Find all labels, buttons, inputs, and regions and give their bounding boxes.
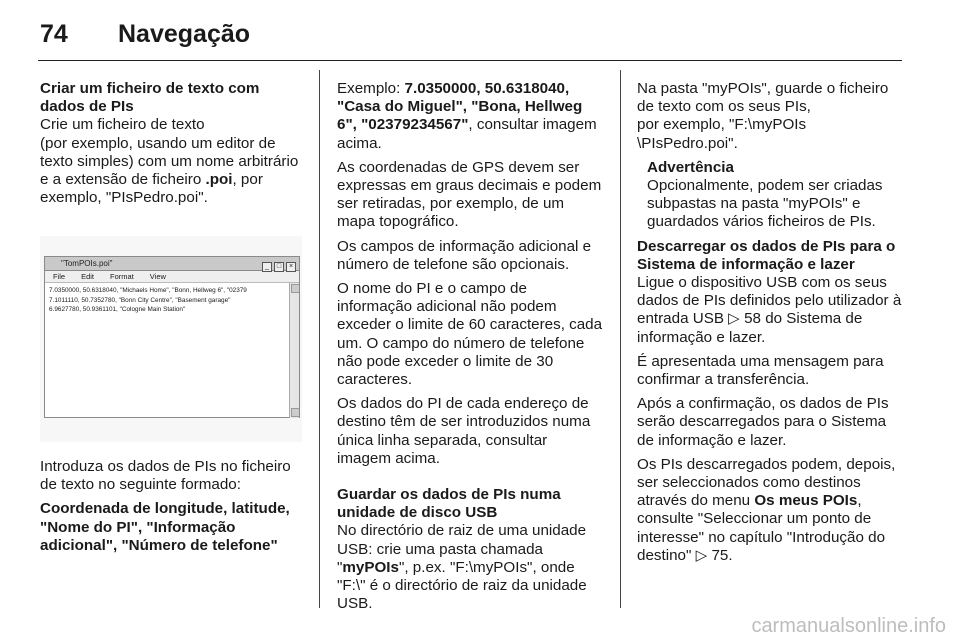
paragraph: O nome do PI e o campo de informação adicional não podem exceder o limite de 60 caracteres, cada um. O campo do número de telefone não pode exceder o limite de 30 caracteres. — [337, 280, 603, 389]
column-1-lower — [40, 458, 306, 555]
text: Exemplo: — [337, 80, 405, 97]
paragraph: Após a confirmação, os dados de PIs serão descarregados para o Sistema de informação e lazer. — [637, 395, 889, 449]
warning-note — [647, 159, 907, 232]
window-title-bar — [45, 257, 299, 271]
paragraph: As coordenadas de GPS devem ser expressas em graus decimais e podem ser retiradas, por exemplo, de um mapa topográfico. — [337, 158, 602, 231]
format-text: Coordenada de longitude, latitude, "Nome do PI", "Informação adicional", "Número de telefone" — [40, 500, 290, 554]
column-divider — [319, 70, 320, 608]
note-text: Opcionalmente, podem ser criadas subpastas na pasta "myPOIs" e guardados vários ficheiros de PIs. — [647, 177, 883, 231]
notepad-window — [44, 256, 300, 418]
header-rule — [38, 60, 902, 61]
bold-text: .poi — [205, 171, 233, 189]
minimize-icon: _ — [262, 262, 272, 272]
bold-text: Os meus POIs — [754, 492, 858, 510]
bold-text: 7.0350000, 50.6318040, "Casa do Miguel", "Bona, Hellweg 6", "02379234567" — [337, 80, 583, 134]
menu-bar — [45, 271, 299, 283]
text: , por exemplo, "PIsPedro.poi". — [40, 171, 263, 207]
bold-text: myPOIs — [342, 558, 399, 576]
paragraph: Os dados do PI de cada endereço de destino têm de ser introduzidos numa única linha separada, consultar imagem acima. — [337, 395, 591, 467]
paragraph: Introduza os dados de PIs no ficheiro de texto no seguinte formado: — [40, 458, 291, 494]
menu-file: File — [53, 272, 66, 281]
column-3 — [637, 80, 907, 571]
paragraph: Ligue o dispositivo USB com os seus dados de PIs definidos pelo utilizador à entrada USB ▷ 58 do Sistema de informação e lazer. — [637, 274, 902, 346]
text: , consulte "Seleccionar um ponto de interesse" no capítulo "Introdução do destino" ▷ 75. — [637, 492, 886, 564]
paragraph: É apresentada uma mensagem para confirmar a transferência. — [637, 352, 884, 389]
text: Os PIs descarregados podem, depois, ser seleccionados como destinos através do menu — [637, 455, 896, 510]
example-paragraph — [337, 80, 603, 153]
text: No directório de raiz de uma unidade USB: crie uma pasta chamada " — [337, 522, 587, 576]
menu-edit: Edit — [81, 272, 95, 281]
paragraph — [40, 116, 306, 207]
screenshot-figure — [40, 236, 302, 442]
scroll-down-icon — [291, 408, 299, 417]
maximize-icon: □ — [274, 262, 284, 272]
page-number: 74 — [40, 20, 68, 48]
poi-line: 7.0350000, 50.6318040, "Michaels Home", "Bonn, Hellweg 6", "02379 — [49, 287, 247, 294]
poi-line: 7.1011110, 50.7352780, "Bonn City Centre", "Basement garage" — [49, 296, 231, 304]
chapter-title: Navegação — [118, 20, 251, 48]
scroll-up-icon — [291, 284, 299, 293]
text: ", p.ex. "F:\myPOIs", onde "F:\" é o directório de raiz da unidade USB. — [337, 558, 587, 613]
section-heading: Descarregar os dados de PIs para o Sistema de informação e lazer — [637, 237, 896, 273]
menu-format: Format — [110, 272, 134, 281]
paragraph — [337, 522, 603, 613]
section-heading: Criar um ficheiro de texto com dados de PIs — [40, 80, 260, 116]
column-1 — [40, 80, 306, 213]
note-title: Advertência — [647, 158, 734, 176]
text: , consultar imagem acima. — [337, 116, 597, 152]
watermark: carmanualsonline.info — [751, 615, 946, 637]
close-icon: × — [286, 262, 296, 272]
poi-line: 6.9627780, 50.9361101, "Cologne Main Station" — [49, 306, 186, 313]
paragraph: Os campos de informação adicional e número de telefone são opcionais. — [337, 237, 592, 273]
scrollbar — [289, 283, 299, 418]
window-controls — [260, 259, 296, 272]
column-divider — [620, 70, 621, 608]
paragraph — [637, 456, 907, 565]
column-2 — [337, 80, 603, 619]
window-title: "TomPOIs.poi" — [61, 259, 113, 268]
paragraph: Na pasta "myPOIs", guarde o ficheiro de texto com os seus PIs, por exemplo, "F:\myPOIs \PIsPedro.poi". — [637, 80, 889, 152]
text-content — [45, 283, 299, 419]
spacer — [337, 474, 603, 486]
text: Crie um ficheiro de texto (por exemplo, usando um editor de texto simples) com um nome arbitrário e a extensão de ficheiro — [40, 116, 299, 189]
menu-view: View — [149, 272, 166, 281]
section-heading: Guardar os dados de PIs numa unidade de disco USB — [337, 486, 561, 522]
page-header — [38, 14, 922, 58]
